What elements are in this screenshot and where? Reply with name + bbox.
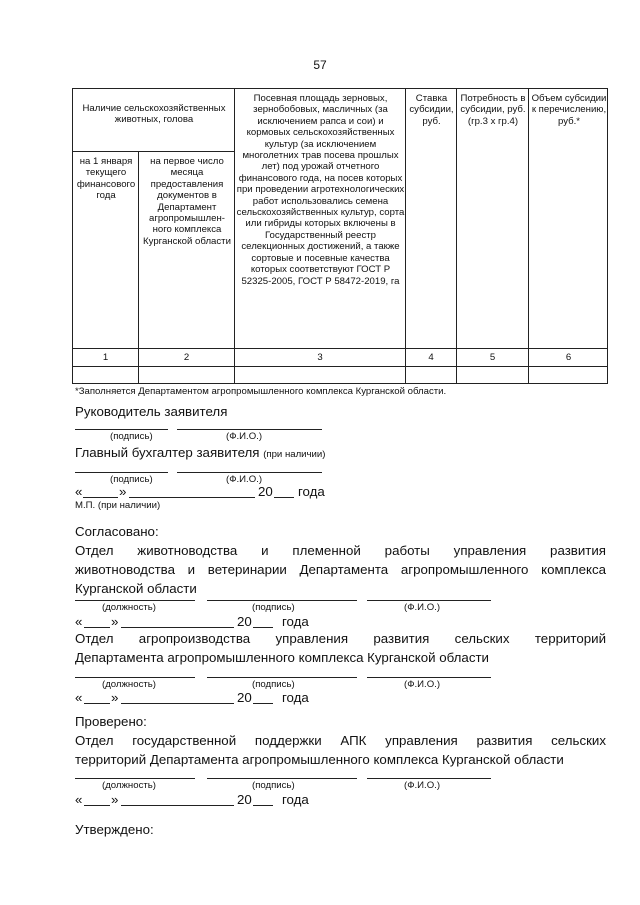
header-volume: Объем субсидии к перечислению, руб.* (531, 93, 607, 127)
accountant-title-text: Главный бухгалтер заявителя (75, 445, 260, 460)
stamp-note: М.П. (при наличии) (75, 500, 161, 511)
agreed-label: Согласовано: (75, 524, 159, 539)
approved-label: Утверждено: (75, 822, 154, 837)
dept3-position-caption: (должность) (102, 780, 156, 791)
date-open-2: « (75, 614, 83, 629)
col-number-3: 3 (317, 352, 323, 363)
dept1-line2: животноводства и ветеринарии Департамента агропромышленного комплекса (75, 562, 606, 577)
footnote: *Заполняется Департаментом агропромышленного комплекса Курганской области. (75, 386, 447, 397)
year-line-1[interactable] (274, 497, 294, 498)
accountant-note: (при наличии) (263, 449, 326, 460)
date-month-line-3[interactable] (121, 703, 234, 704)
accountant-signature-caption: (подпись) (110, 474, 153, 485)
dept2-position-caption: (должность) (102, 679, 156, 690)
dept1-signature-caption: (подпись) (252, 602, 295, 613)
accountant-fio-line[interactable] (177, 472, 322, 473)
dept1-line1: Отдел животноводства и племенной работы управления развития (75, 543, 606, 558)
header-rate: Ставка субсидии, руб. (409, 93, 454, 127)
date-day-line-1[interactable] (83, 497, 118, 498)
dept1-position-caption: (должность) (102, 602, 156, 613)
dept3-fio-line[interactable] (367, 778, 491, 779)
header-livestock: Наличие сельскохозяйственных животных, голова (82, 103, 226, 126)
year-suffix-4: года (282, 792, 309, 807)
col-number-1: 1 (102, 352, 109, 363)
col-number-2: 2 (183, 352, 190, 363)
date-close-2: » (111, 614, 119, 629)
head-signature-caption: (подпись) (110, 431, 153, 442)
date-day-line-2[interactable] (84, 627, 110, 628)
dept2-signature-caption: (подпись) (252, 679, 295, 690)
dept3-line2: территорий Департамента агропромышленного комплекса Курганской области (75, 752, 564, 767)
year-suffix-2: года (282, 614, 309, 629)
date-day-line-3[interactable] (84, 703, 110, 704)
date-month-line-1[interactable] (129, 497, 255, 498)
dept3-signature-caption: (подпись) (252, 780, 295, 791)
date-open-1: « (75, 484, 83, 499)
date-open-3: « (75, 690, 83, 705)
date-day-line-4[interactable] (84, 805, 110, 806)
year-prefix-2: 20 (237, 614, 252, 629)
year-suffix-3: года (282, 690, 309, 705)
dept1-position-line[interactable] (75, 600, 195, 601)
accountant-fio-caption: (Ф.И.О.) (226, 474, 263, 485)
dept1-fio-caption: (Ф.И.О.) (404, 602, 441, 613)
date-open-4: « (75, 792, 83, 807)
accountant-signature-line[interactable] (75, 472, 168, 473)
year-prefix-4: 20 (237, 792, 252, 807)
date-close-3: » (111, 690, 119, 705)
date-close-1: » (119, 484, 127, 499)
dept1-signature-line[interactable] (207, 600, 357, 601)
dept3-position-line[interactable] (75, 778, 195, 779)
dept1-line3: Курганской области (75, 581, 197, 596)
date-month-line-4[interactable] (121, 805, 234, 806)
year-line-3[interactable] (253, 703, 273, 704)
col-number-4: 4 (428, 352, 434, 363)
head-fio-caption: (Ф.И.О.) (226, 431, 263, 442)
year-line-2[interactable] (253, 627, 273, 628)
year-line-4[interactable] (253, 805, 273, 806)
dept2-fio-caption: (Ф.И.О.) (404, 679, 441, 690)
year-suffix-1: года (298, 484, 325, 499)
dept3-line1: Отдел государственной поддержки АПК управления развития сельских (75, 733, 606, 748)
head-title: Руководитель заявителя (75, 404, 228, 419)
header-sown-area: Посевная площадь зерновых, зернобобовых, масличных (за исключением рапса и сои) и кормовых сельскохозяйственных культур (за исключением многолетних трав посева прошлых лет) под урожай отчетного финансового года, на посев которых при проведении агротехнологических работ использовались семена сельскохозяйственных культур, сорта или гибриды которых включены в Государственный реестр селекционных достижений, а также сортовые и посевные качества которых соответствуют ГОСТ Р 52325-2005, ГОСТ Р 58472-2019, га (236, 93, 405, 287)
head-signature-line[interactable] (75, 429, 168, 430)
header-livestock-jan: на 1 января текущего финансового года (76, 156, 136, 202)
col-number-6: 6 (565, 352, 572, 363)
subsidy-table (72, 88, 608, 384)
dept2-fio-line[interactable] (367, 677, 491, 678)
year-prefix-1: 20 (258, 484, 273, 499)
dept2-position-line[interactable] (75, 677, 195, 678)
year-prefix-3: 20 (237, 690, 252, 705)
header-livestock-month: на первое число месяца предоставления документов в Департамент агропромышлен-ного комплекса Курганской области (143, 156, 231, 247)
head-fio-line[interactable] (177, 429, 322, 430)
col-number-5: 5 (489, 352, 496, 363)
dept2-signature-line[interactable] (207, 677, 357, 678)
checked-label: Проверено: (75, 714, 147, 729)
date-close-4: » (111, 792, 119, 807)
dept1-fio-line[interactable] (367, 600, 491, 601)
dept3-fio-caption: (Ф.И.О.) (404, 780, 441, 791)
dept2-line2: Департамента агропромышленного комплекса Курганской области (75, 650, 489, 665)
date-month-line-2[interactable] (121, 627, 234, 628)
header-need: Потребность в субсидии, руб. (гр.3 х гр.4) (460, 93, 526, 127)
accountant-title (75, 443, 325, 464)
dept2-line1: Отдел агропроизводства управления развития сельских территорий (75, 631, 606, 646)
dept3-signature-line[interactable] (207, 778, 357, 779)
page-number: 57 (313, 58, 327, 72)
